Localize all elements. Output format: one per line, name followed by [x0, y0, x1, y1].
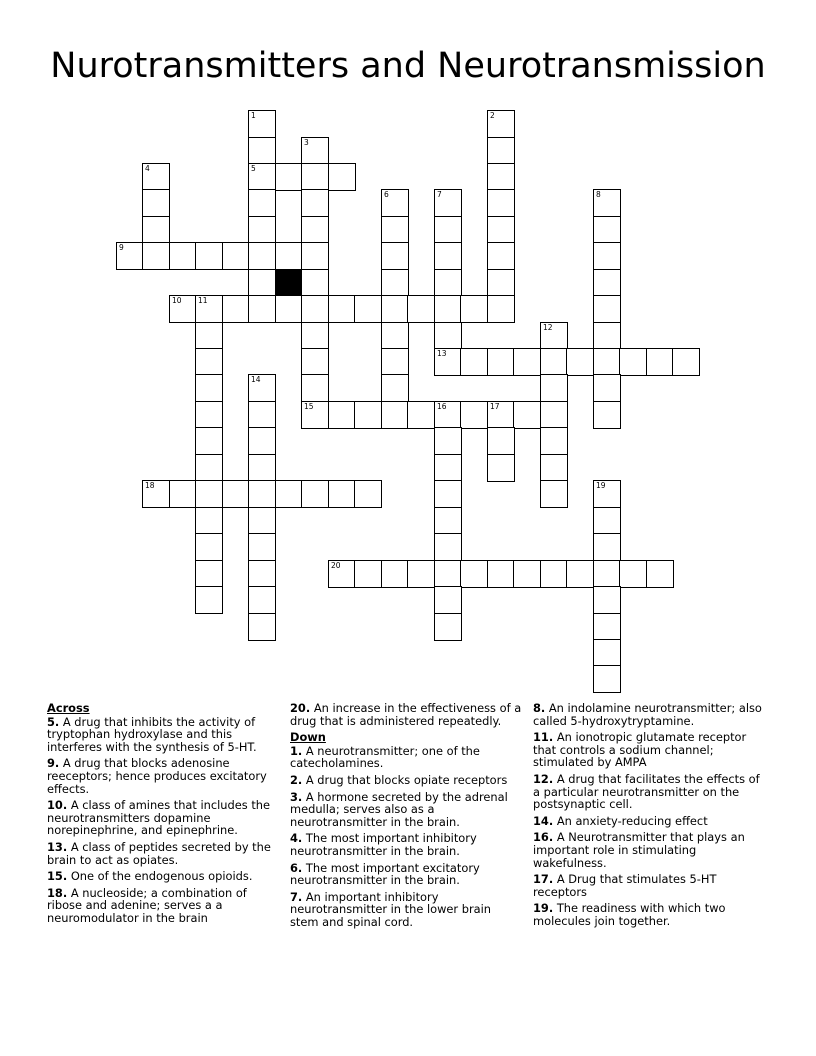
crossword-cell[interactable]	[248, 480, 276, 508]
crossword-cell[interactable]	[195, 322, 223, 350]
crossword-cell[interactable]	[169, 295, 197, 323]
crossword-cell[interactable]	[513, 348, 541, 376]
crossword-cell[interactable]	[301, 242, 329, 270]
crossword-cell[interactable]	[513, 560, 541, 588]
crossword-cell[interactable]	[248, 216, 276, 244]
crossword-cell[interactable]	[593, 665, 621, 693]
crossword-cell[interactable]	[248, 533, 276, 561]
crossword-cell[interactable]	[593, 639, 621, 667]
clue-number: 4	[145, 164, 150, 173]
crossword-cell[interactable]	[487, 427, 515, 455]
crossword-cell[interactable]	[142, 480, 170, 508]
crossword-cell[interactable]	[381, 242, 409, 270]
crossword-cell[interactable]	[248, 269, 276, 297]
crossword-cell[interactable]	[434, 427, 462, 455]
crossword-cell[interactable]	[248, 613, 276, 641]
crossword-cell[interactable]	[248, 295, 276, 323]
crossword-cell[interactable]	[540, 480, 568, 508]
crossword-cell[interactable]	[434, 480, 462, 508]
crossword-cell[interactable]	[381, 295, 409, 323]
clue-down: 7. An important inhibitory neurotransmitter in the lower brain stem and spinal cord.	[290, 889, 491, 929]
clue-number: 1	[251, 111, 256, 120]
crossword-cell[interactable]	[434, 269, 462, 297]
crossword-cell[interactable]	[593, 507, 621, 535]
crossword-cell[interactable]	[195, 295, 223, 323]
clue-down: 4. The most important inhibitory neurotransmitter in the brain.	[290, 831, 477, 858]
crossword-cell[interactable]	[487, 242, 515, 270]
clue-down: 2. A drug that blocks opiate receptors	[290, 772, 508, 787]
crossword-cell[interactable]	[540, 348, 568, 376]
clue-number: 16	[437, 402, 447, 411]
crossword-cell[interactable]	[248, 401, 276, 429]
crossword-cell[interactable]	[381, 269, 409, 297]
crossword-cell[interactable]	[487, 189, 515, 217]
crossword-cell[interactable]	[434, 401, 462, 429]
crossword-cell[interactable]	[540, 427, 568, 455]
clue-down: 17. A Drug that stimulates 5-HT receptors	[533, 872, 717, 899]
crossword-cell[interactable]	[593, 269, 621, 297]
clue-number: 12	[543, 323, 553, 332]
crossword-cell[interactable]	[487, 295, 515, 323]
crossword-cell[interactable]	[142, 163, 170, 191]
crossword-cell[interactable]	[487, 348, 515, 376]
clue-across: 13. A class of peptides secreted by the brain to act as opiates.	[47, 839, 271, 867]
crossword-cell[interactable]	[248, 242, 276, 270]
crossword-cell[interactable]	[142, 242, 170, 270]
crossword-cell[interactable]	[593, 374, 621, 402]
crossword-cell[interactable]	[487, 269, 515, 297]
crossword-cell[interactable]	[275, 480, 303, 508]
crossword-cell[interactable]	[566, 560, 594, 588]
crossword-cell[interactable]	[381, 374, 409, 402]
crossword-cell[interactable]	[434, 454, 462, 482]
crossword-cell[interactable]	[593, 242, 621, 270]
crossword-cell[interactable]	[460, 560, 488, 588]
crossword-cell[interactable]	[593, 480, 621, 508]
crossword-cell[interactable]	[195, 454, 223, 482]
crossword-cell[interactable]	[460, 295, 488, 323]
crossword-cell[interactable]	[195, 586, 223, 614]
crossword-cell[interactable]	[407, 295, 435, 323]
clue-across: 5. A drug that inhibits the activity of tryptophan hydroxylase and this interferes with the synthesis of 5-HT.	[47, 714, 257, 754]
clue-number: 8	[596, 190, 601, 199]
clue-down: 14. An anxiety-reducing effect	[533, 813, 708, 828]
clue-down: 1. A neurotransmitter; one of the catecholamines.	[290, 743, 480, 771]
down-header: Down	[290, 730, 326, 745]
crossword-cell[interactable]	[593, 560, 621, 588]
crossword-cell[interactable]	[434, 613, 462, 641]
crossword-cell[interactable]	[116, 242, 144, 270]
crossword-cell[interactable]	[354, 295, 382, 323]
crossword-cell[interactable]	[460, 401, 488, 429]
crossword-cell[interactable]	[195, 427, 223, 455]
crossword-cell[interactable]	[275, 242, 303, 270]
crossword-cell[interactable]	[301, 216, 329, 244]
crossword-cell[interactable]	[301, 137, 329, 165]
clues-column-2	[290, 702, 522, 933]
clue-across: 18. A nucleoside; a combination of ribose and adenine; serves a a neuromodulator in the brain	[47, 885, 247, 925]
crossword-cell[interactable]	[248, 189, 276, 217]
crossword-cell[interactable]	[169, 242, 197, 270]
clue-number: 20	[331, 561, 341, 570]
crossword-cell[interactable]	[301, 189, 329, 217]
crossword-cell[interactable]	[460, 348, 488, 376]
crossword-cell[interactable]	[222, 242, 250, 270]
clue-down: 3. A hormone secreted by the adrenal medulla; serves also as a neurotransmitter in the brain.	[290, 789, 508, 829]
crossword-cell[interactable]	[593, 322, 621, 350]
crossword-cell[interactable]	[301, 295, 329, 323]
crossword-cell[interactable]	[593, 348, 621, 376]
crossword-cell[interactable]	[407, 401, 435, 429]
crossword-cell[interactable]	[487, 216, 515, 244]
crossword-cell[interactable]	[593, 613, 621, 641]
crossword-cell[interactable]	[434, 533, 462, 561]
crossword-cell[interactable]	[540, 322, 568, 350]
crossword-cell[interactable]	[381, 348, 409, 376]
clue-number: 10	[172, 296, 182, 305]
crossword-cell[interactable]	[513, 401, 541, 429]
crossword-cell[interactable]	[540, 560, 568, 588]
clue-number: 3	[304, 138, 309, 147]
clue-number: 18	[145, 481, 155, 490]
crossword-cell[interactable]	[434, 216, 462, 244]
clue-across: 9. A drug that blocks adenosine reeceptors; hence produces excitatory effects.	[47, 756, 267, 796]
crossword-cell[interactable]	[646, 560, 674, 588]
crossword-cell[interactable]	[195, 374, 223, 402]
crossword-cell[interactable]	[381, 322, 409, 350]
clue-number: 11	[198, 296, 208, 305]
crossword-cell[interactable]	[169, 480, 197, 508]
clue-across: 20. An increase in the effectiveness of a drug that is administered repeatedly.	[290, 701, 522, 728]
crossword-cell[interactable]	[487, 454, 515, 482]
crossword-cell[interactable]	[381, 216, 409, 244]
crossword-cell[interactable]	[540, 454, 568, 482]
crossword-cell[interactable]	[248, 507, 276, 535]
crossword-cell[interactable]	[593, 533, 621, 561]
crossword-cell[interactable]	[487, 401, 515, 429]
crossword-cell[interactable]	[593, 401, 621, 429]
clue-number: 13	[437, 349, 447, 358]
crossword-cell[interactable]	[328, 295, 356, 323]
crossword-cell[interactable]	[248, 427, 276, 455]
clue-down: 19. The readiness with which two molecules join together.	[533, 901, 726, 928]
crossword-cell[interactable]	[195, 480, 223, 508]
crossword-cell[interactable]	[434, 295, 462, 323]
crossword-cell[interactable]	[301, 322, 329, 350]
clue-number: 15	[304, 402, 314, 411]
crossword-cell[interactable]	[381, 560, 409, 588]
clue-number: 9	[119, 243, 124, 252]
crossword-cell[interactable]	[434, 507, 462, 535]
crossword-cell[interactable]	[381, 189, 409, 217]
clue-across: 10. A class of amines that includes the neurotransmitters dopamine norepinephrine, and epinephrine.	[47, 798, 271, 838]
across-header: Across	[47, 701, 90, 715]
crossword-cell[interactable]	[195, 348, 223, 376]
crossword-cell[interactable]	[540, 374, 568, 402]
clue-down: 12. A drug that facilitates the effects of a particular neurotransmitter on the postsynaptic cell.	[533, 771, 760, 812]
crossword-cell[interactable]	[248, 110, 276, 138]
crossword-cell[interactable]	[142, 189, 170, 217]
crossword-cell[interactable]	[487, 137, 515, 165]
crossword-cell[interactable]	[275, 295, 303, 323]
clue-number: 14	[251, 375, 261, 384]
crossword-cell[interactable]	[566, 348, 594, 376]
crossword-cell[interactable]	[328, 480, 356, 508]
clue-number: 17	[490, 402, 500, 411]
crossword-cell[interactable]	[434, 189, 462, 217]
crossword-cell[interactable]	[434, 586, 462, 614]
crossword-cell[interactable]	[195, 560, 223, 588]
crossword-cell[interactable]	[434, 348, 462, 376]
crossword-cell[interactable]	[593, 586, 621, 614]
puzzle-title: Nurotransmitters and Neurotransmission	[50, 46, 766, 86]
crossword-cell[interactable]	[301, 374, 329, 402]
crossword-cell[interactable]	[195, 242, 223, 270]
crossword-cell[interactable]	[222, 295, 250, 323]
clue-number: 5	[251, 164, 256, 173]
crossword-cell[interactable]	[195, 401, 223, 429]
crossword-cell[interactable]	[487, 560, 515, 588]
clues-column-1	[47, 702, 279, 929]
crossword-cell[interactable]	[301, 163, 329, 191]
crossword-cell[interactable]	[328, 401, 356, 429]
crossword-cell[interactable]	[248, 586, 276, 614]
crossword-cell[interactable]	[248, 137, 276, 165]
crossword-cell[interactable]	[487, 163, 515, 191]
clue-number: 19	[596, 481, 606, 490]
crossword-cell[interactable]	[222, 480, 250, 508]
crossword-cell[interactable]	[328, 560, 356, 588]
crossword-cell[interactable]	[434, 242, 462, 270]
clues-column-3	[533, 702, 769, 932]
crossword-cell[interactable]	[248, 374, 276, 402]
crossword-cell[interactable]	[593, 189, 621, 217]
crossword-cell[interactable]	[646, 348, 674, 376]
crossword-cell[interactable]	[142, 216, 170, 244]
crossword-cell[interactable]	[275, 163, 303, 191]
crossword-cell[interactable]	[407, 560, 435, 588]
crossword-cell[interactable]	[248, 454, 276, 482]
crossword-cell[interactable]	[354, 401, 382, 429]
crossword-cell[interactable]	[593, 216, 621, 244]
clue-down: 11. An ionotropic glutamate receptor that controls a sodium channel; stimulated by AMPA	[533, 730, 747, 770]
clue-across: 15. One of the endogenous opioids.	[47, 869, 253, 884]
crossword-cell[interactable]	[301, 348, 329, 376]
crossword-cell[interactable]	[248, 560, 276, 588]
crossword-cell[interactable]	[619, 348, 647, 376]
clue-number: 6	[384, 190, 389, 199]
crossword-cell[interactable]	[354, 480, 382, 508]
crossword-cell[interactable]	[248, 163, 276, 191]
crossword-cell[interactable]	[195, 533, 223, 561]
crossword-cell[interactable]	[354, 560, 382, 588]
crossword-cell[interactable]	[301, 269, 329, 297]
crossword-cell[interactable]	[301, 401, 329, 429]
clue-down: 8. An indolamine neurotransmitter; also called 5-hydroxytryptamine.	[533, 701, 762, 728]
crossword-cell[interactable]	[487, 110, 515, 138]
black-square	[275, 269, 303, 297]
crossword-cell[interactable]	[328, 163, 356, 191]
crossword-cell[interactable]	[619, 560, 647, 588]
crossword-cell[interactable]	[381, 401, 409, 429]
clue-down: 6. The most important excitatory neurotransmitter in the brain.	[290, 860, 480, 888]
crossword-cell[interactable]	[434, 322, 462, 350]
clue-number: 2	[490, 111, 495, 120]
clue-down: 16. A Neurotransmitter that plays an important role in stimulating wakefulness.	[533, 830, 745, 870]
crossword-cell[interactable]	[434, 560, 462, 588]
crossword-cell[interactable]	[195, 507, 223, 535]
crossword-cell[interactable]	[301, 480, 329, 508]
crossword-cell[interactable]	[540, 401, 568, 429]
crossword-cell[interactable]	[593, 295, 621, 323]
crossword-cell[interactable]	[672, 348, 700, 376]
clue-number: 7	[437, 190, 442, 199]
